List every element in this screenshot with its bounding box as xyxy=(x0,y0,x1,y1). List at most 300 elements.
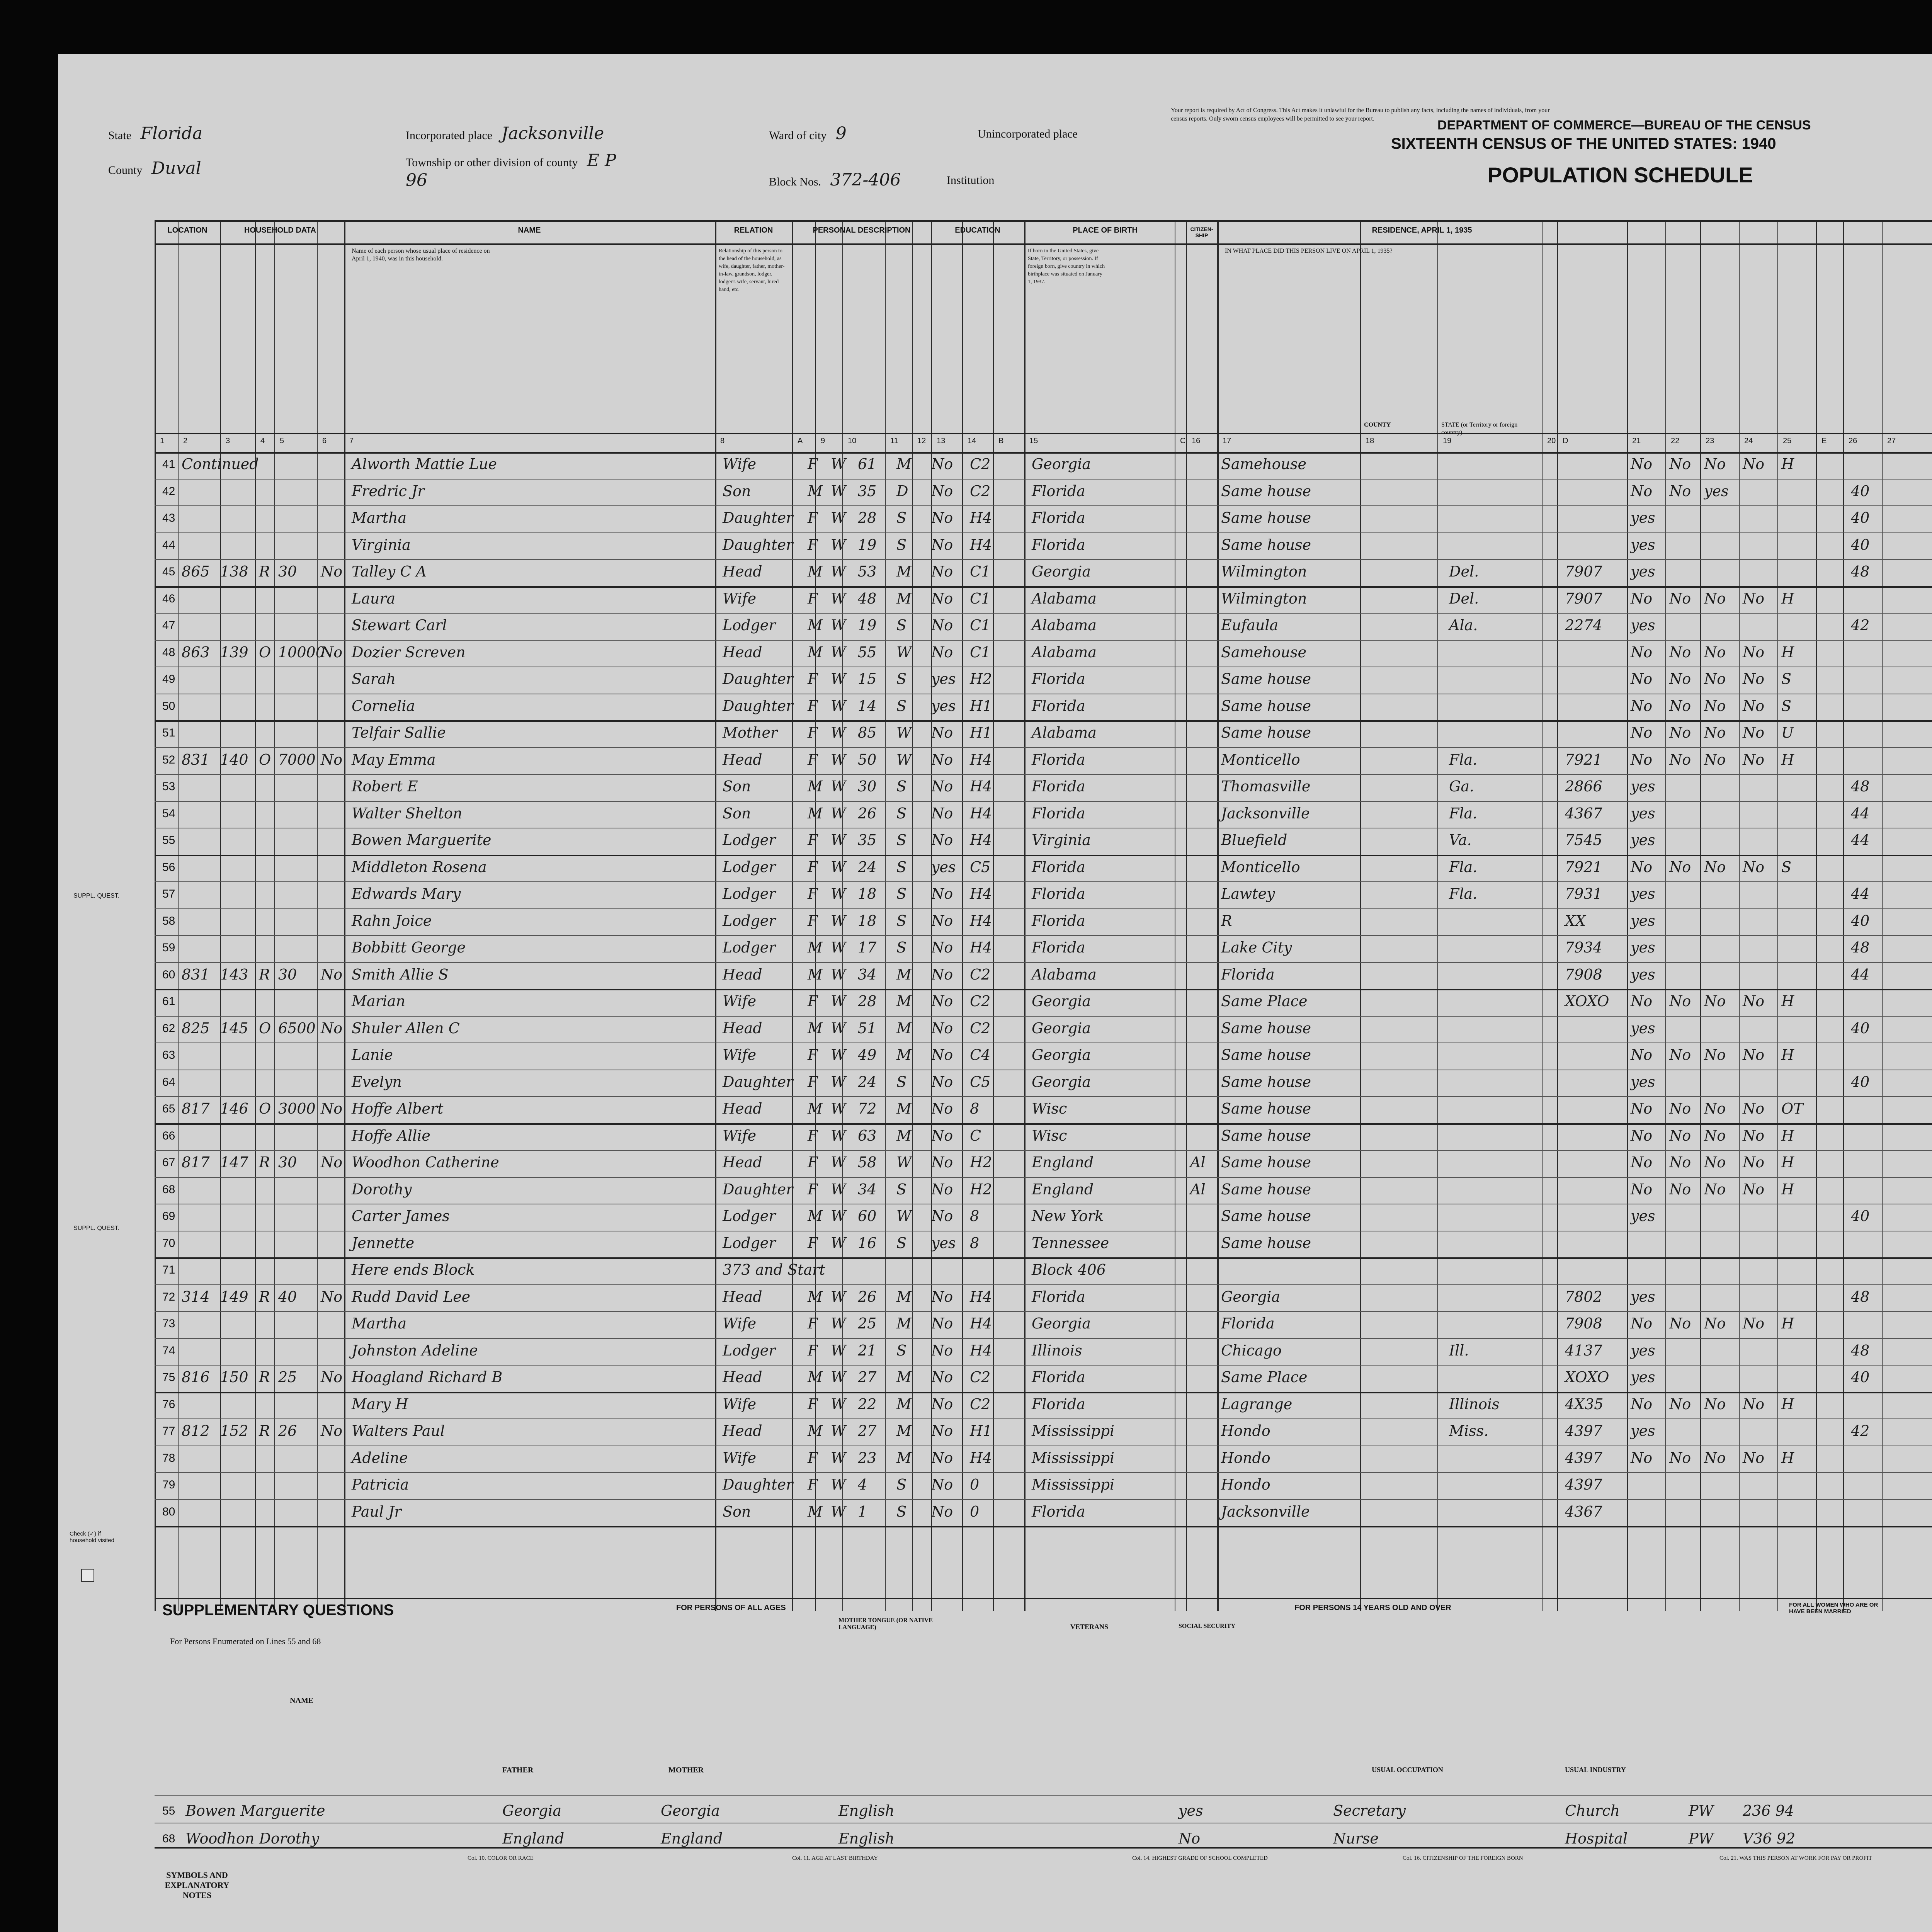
cell-person-name: Evelyn xyxy=(352,1073,402,1090)
cell-hours: 48 xyxy=(1851,563,1870,580)
supp-cell-tongue: English xyxy=(838,1802,895,1819)
cell-public-emergency: No xyxy=(1704,590,1726,607)
cell-birthplace: Alabama xyxy=(1032,617,1097,634)
cell-relation: Daughter xyxy=(723,1476,793,1493)
cell-relation: Head xyxy=(723,1154,762,1171)
cell-at-work: No xyxy=(1631,1315,1653,1332)
cell-birthplace: England xyxy=(1032,1180,1094,1198)
cell-relation: Head xyxy=(723,751,762,768)
cell-person-name: Patricia xyxy=(352,1476,409,1493)
cell-other-work: No xyxy=(1743,1180,1765,1198)
cell-residence-code: 4367 xyxy=(1565,1503,1602,1520)
state-value: Florida xyxy=(140,124,203,143)
table-row xyxy=(58,1313,1932,1333)
cell-line-number: 51 xyxy=(162,726,175,739)
cell-birthplace: Georgia xyxy=(1032,1019,1091,1037)
supp-col-usual-industry: USUAL INDUSTRY xyxy=(1565,1766,1626,1774)
cell-at-work: yes xyxy=(1631,617,1655,634)
row-rule xyxy=(155,640,1932,641)
cell-age: 55 xyxy=(858,643,877,661)
cell-birthplace: Florida xyxy=(1032,1369,1085,1386)
supp-cell-ind: Church xyxy=(1565,1802,1620,1819)
household-visited-checkbox[interactable] xyxy=(81,1569,94,1582)
column-number: 12 xyxy=(917,437,926,445)
cell-at-work: yes xyxy=(1631,563,1655,580)
cell-age: 49 xyxy=(858,1046,877,1063)
cell-age: 18 xyxy=(858,885,877,902)
cell-house-number: 145 xyxy=(220,1019,248,1037)
cell-public-emergency: No xyxy=(1704,858,1726,876)
cell-relation: Lodger xyxy=(723,1208,776,1225)
cell-line-number: 71 xyxy=(162,1264,175,1276)
cell-race: W xyxy=(831,1208,846,1225)
cell-residence-city: Chicago xyxy=(1221,1342,1282,1359)
cell-relation: Wife xyxy=(723,1127,757,1144)
cell-activity: H xyxy=(1781,1127,1794,1144)
cell-hours: 48 xyxy=(1851,939,1870,956)
cell-relation: Lodger xyxy=(723,1342,776,1359)
cell-at-work: No xyxy=(1631,1046,1653,1063)
cell-age: 18 xyxy=(858,912,877,929)
cell-school: No xyxy=(931,1503,953,1520)
cell-line-number: 47 xyxy=(162,619,175,632)
cell-hours: 40 xyxy=(1851,1208,1870,1225)
cell-sex: F xyxy=(808,1342,818,1359)
cell-street-number: 831 xyxy=(182,751,210,768)
cell-marital: W xyxy=(896,643,912,661)
column-number: 1 xyxy=(160,437,165,445)
cell-grade: 8 xyxy=(970,1234,980,1252)
cell-seeking-work: No xyxy=(1669,1180,1691,1198)
cell-relation: Lodger xyxy=(723,1234,776,1252)
cell-street-number: 863 xyxy=(182,643,210,661)
cell-race: W xyxy=(831,670,846,687)
cell-marital: S xyxy=(896,1503,907,1520)
cell-marital: S xyxy=(896,804,907,822)
cell-grade: H4 xyxy=(970,1315,992,1332)
supp-row-rule xyxy=(155,1795,1932,1796)
row-rule xyxy=(155,1392,1932,1393)
cell-at-work: No xyxy=(1631,858,1653,876)
block-label: Block Nos. xyxy=(769,175,821,188)
cell-marital: S xyxy=(896,536,907,553)
table-row xyxy=(58,1340,1932,1361)
cell-at-work: No xyxy=(1631,590,1653,607)
cell-relation: Wife xyxy=(723,993,757,1010)
cell-residence-city: Same house xyxy=(1221,1234,1311,1252)
table-row xyxy=(58,1421,1932,1441)
cell-person-name: Edwards Mary xyxy=(352,885,461,902)
column-number: 11 xyxy=(890,437,898,445)
margin-suppl-label-68: SUPPL. QUEST. xyxy=(73,1225,120,1231)
cell-marital: M xyxy=(896,993,912,1010)
cell-grade: C1 xyxy=(970,643,991,661)
note-grade: Col. 14. HIGHEST GRADE OF SCHOOL COMPLETED xyxy=(1132,1855,1268,1861)
cell-sex: M xyxy=(808,1422,823,1439)
cell-relation: Son xyxy=(723,778,751,795)
cell-grade: C5 xyxy=(970,1073,991,1090)
cell-line-number: 55 xyxy=(162,834,175,847)
cell-seeking-work: No xyxy=(1669,1154,1691,1171)
cell-race: W xyxy=(831,832,846,849)
cell-residence-code: 7921 xyxy=(1565,858,1602,876)
row-rule xyxy=(155,962,1932,963)
column-number: 26 xyxy=(1849,437,1857,445)
block-field xyxy=(769,170,901,190)
cell-line-number: 57 xyxy=(162,888,175,900)
cell-school: No xyxy=(931,751,953,768)
relation-instructions: Relationship of this person to the head of the household, as wife, daughter, father, mother-in-law, grandson, lodger, lodger's wife, servant, hired hand, etc. xyxy=(719,248,785,293)
cell-relation: Lodger xyxy=(723,885,776,902)
cell-at-work: yes xyxy=(1631,804,1655,822)
cell-marital: M xyxy=(896,1315,912,1332)
cell-at-work: yes xyxy=(1631,939,1655,956)
cell-birthplace: Florida xyxy=(1032,1395,1085,1413)
column-number: 13 xyxy=(937,437,946,445)
cell-school: No xyxy=(931,509,953,526)
ward-field xyxy=(769,124,847,143)
cell-marital: S xyxy=(896,1073,907,1090)
cell-marital: S xyxy=(896,1342,907,1359)
cell-person-name: Dorothy xyxy=(352,1180,412,1198)
cell-race: W xyxy=(831,1180,846,1198)
cell-birthplace: Florida xyxy=(1032,804,1085,822)
cell-residence-city: Jacksonville xyxy=(1221,804,1310,822)
cell-hours: 40 xyxy=(1851,482,1870,500)
cell-line-number: 74 xyxy=(162,1344,175,1357)
cell-school: No xyxy=(931,832,953,849)
cell-grade: C1 xyxy=(970,617,991,634)
cell-at-work: No xyxy=(1631,724,1653,741)
residence-instructions: IN WHAT PLACE DID THIS PERSON LIVE ON APRIL 1, 1935? xyxy=(1225,248,1393,254)
cell-age: 85 xyxy=(858,724,877,741)
cell-street-number: 314 xyxy=(182,1288,210,1305)
header-rule xyxy=(155,243,1932,245)
table-row xyxy=(58,1233,1932,1253)
cell-at-work: No xyxy=(1631,1127,1653,1144)
cell-grade: C2 xyxy=(970,1369,991,1386)
row-rule xyxy=(155,935,1932,936)
column-number: 6 xyxy=(322,437,327,445)
cell-marital: S xyxy=(896,1180,907,1198)
cell-residence-city: Monticello xyxy=(1221,858,1300,876)
cell-owned-rented: O xyxy=(259,1100,271,1117)
cell-grade: 0 xyxy=(970,1476,980,1493)
cell-residence-code: 7802 xyxy=(1565,1288,1602,1305)
cell-activity: H xyxy=(1781,993,1794,1010)
cell-line-number: 63 xyxy=(162,1049,175,1061)
cell-line-number: 75 xyxy=(162,1371,175,1384)
cell-marital: S xyxy=(896,832,907,849)
cell-residence-city: Same house xyxy=(1221,1046,1311,1063)
cell-race: W xyxy=(831,1476,846,1493)
cell-marital: S xyxy=(896,509,907,526)
cell-residence-code: XX xyxy=(1565,912,1586,929)
column-number: B xyxy=(998,437,1004,445)
cell-residence-state: Fla. xyxy=(1449,858,1478,876)
cell-activity: S xyxy=(1781,858,1792,876)
cell-farm: No xyxy=(321,966,343,983)
cell-school: yes xyxy=(931,697,956,714)
cell-grade: C2 xyxy=(970,482,991,500)
cell-residence-code: 7908 xyxy=(1565,1315,1602,1332)
cell-person-name: Robert E xyxy=(352,778,418,795)
cell-school: No xyxy=(931,804,953,822)
cell-line-number: 77 xyxy=(162,1425,175,1437)
table-row xyxy=(58,857,1932,877)
cell-other-work: No xyxy=(1743,724,1765,741)
cell-at-work: No xyxy=(1631,1180,1653,1198)
cell-relation: Son xyxy=(723,1503,751,1520)
cell-race: W xyxy=(831,885,846,902)
cell-school: No xyxy=(931,456,953,473)
cell-home-value: 10000 xyxy=(278,643,325,661)
cell-residence-state: Ill. xyxy=(1449,1342,1469,1359)
cell-other-work: No xyxy=(1743,1100,1765,1117)
cell-age: 28 xyxy=(858,509,877,526)
cell-line-number: 41 xyxy=(162,458,175,471)
county-field xyxy=(108,158,201,178)
row-rule xyxy=(155,1257,1932,1259)
cell-line-number: 50 xyxy=(162,699,175,713)
cell-seeking-work: No xyxy=(1669,1315,1691,1332)
cell-sex: F xyxy=(808,724,818,741)
cell-line-number: 56 xyxy=(162,861,175,874)
cell-residence-city: Same house xyxy=(1221,1180,1311,1198)
cell-grade: 8 xyxy=(970,1208,980,1225)
cell-residence-city: Same house xyxy=(1221,1154,1311,1171)
table-row xyxy=(58,750,1932,770)
cell-school: yes xyxy=(931,1234,956,1252)
cell-relation: Son xyxy=(723,482,751,500)
name-instructions: Name of each person whose usual place of residence on April 1, 1940, was in this household. xyxy=(352,248,490,262)
cell-relation: Head xyxy=(723,1369,762,1386)
table-row xyxy=(58,561,1932,582)
cell-birthplace: Georgia xyxy=(1032,993,1091,1010)
cell-residence-code: 2866 xyxy=(1565,778,1602,795)
cell-residence-city: Lawtey xyxy=(1221,885,1275,902)
supp-for-women: FOR ALL WOMEN WHO ARE OR HAVE BEEN MARRIED xyxy=(1789,1602,1878,1615)
cell-owned-rented: R xyxy=(259,1369,270,1386)
section-education: EDUCATION xyxy=(955,226,1000,235)
cell-residence-city: Wilmington xyxy=(1221,590,1307,607)
supp-cell-ss: No xyxy=(1179,1830,1201,1847)
cell-farm: No xyxy=(321,1422,343,1439)
cell-birthplace: Alabama xyxy=(1032,590,1097,607)
cell-age: 1 xyxy=(858,1503,867,1520)
cell-person-name: Martha xyxy=(352,509,407,526)
row-rule xyxy=(155,1311,1932,1312)
table-row xyxy=(58,1018,1932,1038)
cell-grade: H4 xyxy=(970,1342,992,1359)
cell-person-name: Smith Allie S xyxy=(352,966,449,983)
cell-sex: M xyxy=(808,1019,823,1037)
cell-birthplace: Florida xyxy=(1032,751,1085,768)
unincorporated-label: Unincorporated place xyxy=(978,128,1078,140)
cell-residence-code: 4397 xyxy=(1565,1476,1602,1493)
cell-school: No xyxy=(931,1100,953,1117)
cell-street-number: 816 xyxy=(182,1369,210,1386)
cell-school: No xyxy=(931,643,953,661)
cell-marital: S xyxy=(896,885,907,902)
cell-grade: C5 xyxy=(970,858,991,876)
cell-activity: H xyxy=(1781,1395,1794,1413)
column-number: 10 xyxy=(848,437,857,445)
cell-owned-rented: O xyxy=(259,643,271,661)
cell-sex: F xyxy=(808,832,818,849)
cell-public-emergency: No xyxy=(1704,993,1726,1010)
cell-birthplace: Florida xyxy=(1032,670,1085,687)
cell-age: 53 xyxy=(858,563,877,580)
cell-marital: S xyxy=(896,939,907,956)
section-household: HOUSEHOLD DATA xyxy=(244,226,316,235)
cell-person-name: Walter Shelton xyxy=(352,804,463,822)
cell-relation: Wife xyxy=(723,1046,757,1063)
cell-relation: Wife xyxy=(723,1315,757,1332)
cell-seeking-work: No xyxy=(1669,590,1691,607)
cell-person-name: Rahn Joice xyxy=(352,912,432,929)
cell-sex: F xyxy=(808,858,818,876)
row-rule xyxy=(155,855,1932,856)
supp-cell-ind: Hospital xyxy=(1565,1830,1628,1847)
cell-at-work: yes xyxy=(1631,832,1655,849)
cell-person-name: Woodhon Catherine xyxy=(352,1154,499,1171)
cell-birthplace: Alabama xyxy=(1032,724,1097,741)
cell-race: W xyxy=(831,1100,846,1117)
cell-relation: Daughter xyxy=(723,1180,793,1198)
cell-grade: 8 xyxy=(970,1100,980,1117)
cell-hours: 40 xyxy=(1851,1369,1870,1386)
cell-person-name: Johnston Adeline xyxy=(352,1342,478,1359)
cell-age: 23 xyxy=(858,1449,877,1466)
cell-person-name: Stewart Carl xyxy=(352,617,447,634)
cell-marital: M xyxy=(896,1395,912,1413)
cell-relation: Wife xyxy=(723,456,757,473)
table-row xyxy=(58,884,1932,904)
cell-residence-code: 2274 xyxy=(1565,617,1602,634)
cell-race: W xyxy=(831,697,846,714)
cell-sex: M xyxy=(808,563,823,580)
cell-grade: C xyxy=(970,1127,981,1144)
cell-school: No xyxy=(931,1019,953,1037)
cell-residence-code: 4X35 xyxy=(1565,1395,1604,1413)
cell-seeking-work: No xyxy=(1669,643,1691,661)
cell-birthplace: Florida xyxy=(1032,697,1085,714)
cell-birthplace: Wisc xyxy=(1032,1100,1067,1117)
cell-marital: M xyxy=(896,1288,912,1305)
supp-cell-cls: PW xyxy=(1689,1802,1714,1819)
cell-seeking-work: No xyxy=(1669,697,1691,714)
state-label: State xyxy=(108,129,131,142)
cell-seeking-work: No xyxy=(1669,724,1691,741)
cell-marital: S xyxy=(896,912,907,929)
cell-marital: D xyxy=(896,482,908,500)
cell-house-number: 139 xyxy=(220,643,248,661)
cell-at-work: yes xyxy=(1631,1342,1655,1359)
cell-other-work: No xyxy=(1743,456,1765,473)
cell-grade: H4 xyxy=(970,1288,992,1305)
cell-relation: Head xyxy=(723,563,762,580)
column-number: 3 xyxy=(226,437,230,445)
cell-residence-city: Samehouse xyxy=(1221,456,1307,473)
cell-farm: No xyxy=(321,1019,343,1037)
cell-activity: H xyxy=(1781,1046,1794,1063)
cell-line-number: 72 xyxy=(162,1290,175,1303)
cell-other-work: No xyxy=(1743,1395,1765,1413)
cell-seeking-work: No xyxy=(1669,1127,1691,1144)
cell-birthplace: Florida xyxy=(1032,536,1085,553)
cell-activity: S xyxy=(1781,697,1792,714)
supp-cell-occ: Secretary xyxy=(1333,1802,1406,1819)
cell-at-work: yes xyxy=(1631,912,1655,929)
supp-cell-father: Georgia xyxy=(502,1802,562,1819)
ward-value: 9 xyxy=(835,124,847,143)
cell-street-number: 825 xyxy=(182,1019,210,1037)
cell-grade: C1 xyxy=(970,590,991,607)
cell-seeking-work: No xyxy=(1669,1100,1691,1117)
cell-farm: No xyxy=(321,1154,343,1171)
cell-person-name: Paul Jr xyxy=(352,1503,401,1520)
cell-school: No xyxy=(931,778,953,795)
legal-notice: Your report is required by Act of Congress. This Act makes it unlawful for the Bureau to publish any facts, including the names of individuals, from your census reports. Only sworn census employees will be permitted to see your report. xyxy=(1171,107,1550,122)
section-residence: RESIDENCE, APRIL 1, 1935 xyxy=(1372,226,1472,235)
department-heading: DEPARTMENT OF COMMERCE—BUREAU OF THE CENSUS xyxy=(1437,118,1811,133)
county-column: COUNTY xyxy=(1364,422,1391,428)
cell-marital: W xyxy=(896,1154,912,1171)
table-row xyxy=(58,1502,1932,1522)
cell-residence-state: Del. xyxy=(1449,563,1479,580)
cell-age: 26 xyxy=(858,1288,877,1305)
section-employment xyxy=(1627,226,1932,235)
cell-relation: Son xyxy=(723,804,751,822)
cell-other-work: No xyxy=(1743,751,1765,768)
row-rule xyxy=(155,1177,1932,1178)
note-color: Col. 10. COLOR OR RACE xyxy=(468,1855,534,1861)
cell-sex: F xyxy=(808,1476,818,1493)
cell-birthplace: Georgia xyxy=(1032,1315,1091,1332)
cell-at-work: yes xyxy=(1631,509,1655,526)
cell-hours: 40 xyxy=(1851,1073,1870,1090)
cell-hours: 48 xyxy=(1851,1342,1870,1359)
cell-birthplace: Florida xyxy=(1032,939,1085,956)
table-row xyxy=(58,830,1932,850)
header-rule xyxy=(155,433,1932,434)
cell-residence-code: 7545 xyxy=(1565,832,1602,849)
cell-school: No xyxy=(931,1154,953,1171)
cell-marital: S xyxy=(896,1476,907,1493)
cell-residence-city: Same house xyxy=(1221,509,1311,526)
cell-street-number: Continued xyxy=(182,456,259,473)
cell-line-number: 73 xyxy=(162,1317,175,1330)
cell-street-number: 817 xyxy=(182,1154,210,1171)
cell-grade: H2 xyxy=(970,1180,992,1198)
column-number: 18 xyxy=(1366,437,1374,445)
table-row xyxy=(58,991,1932,1011)
cell-line-number: 59 xyxy=(162,941,175,954)
cell-marital: S xyxy=(896,858,907,876)
incorporated-field xyxy=(406,124,604,143)
cell-birthplace: Georgia xyxy=(1032,1046,1091,1063)
cell-house-number: 140 xyxy=(220,751,248,768)
cell-residence-state: Fla. xyxy=(1449,751,1478,768)
cell-house-number: 150 xyxy=(220,1369,248,1386)
cell-grade: H4 xyxy=(970,885,992,902)
cell-at-work: No xyxy=(1631,670,1653,687)
cell-person-name: Hoffe Allie xyxy=(352,1127,430,1144)
cell-sex: F xyxy=(808,1154,818,1171)
cell-sex: F xyxy=(808,885,818,902)
cell-residence-city: Same Place xyxy=(1221,993,1308,1010)
